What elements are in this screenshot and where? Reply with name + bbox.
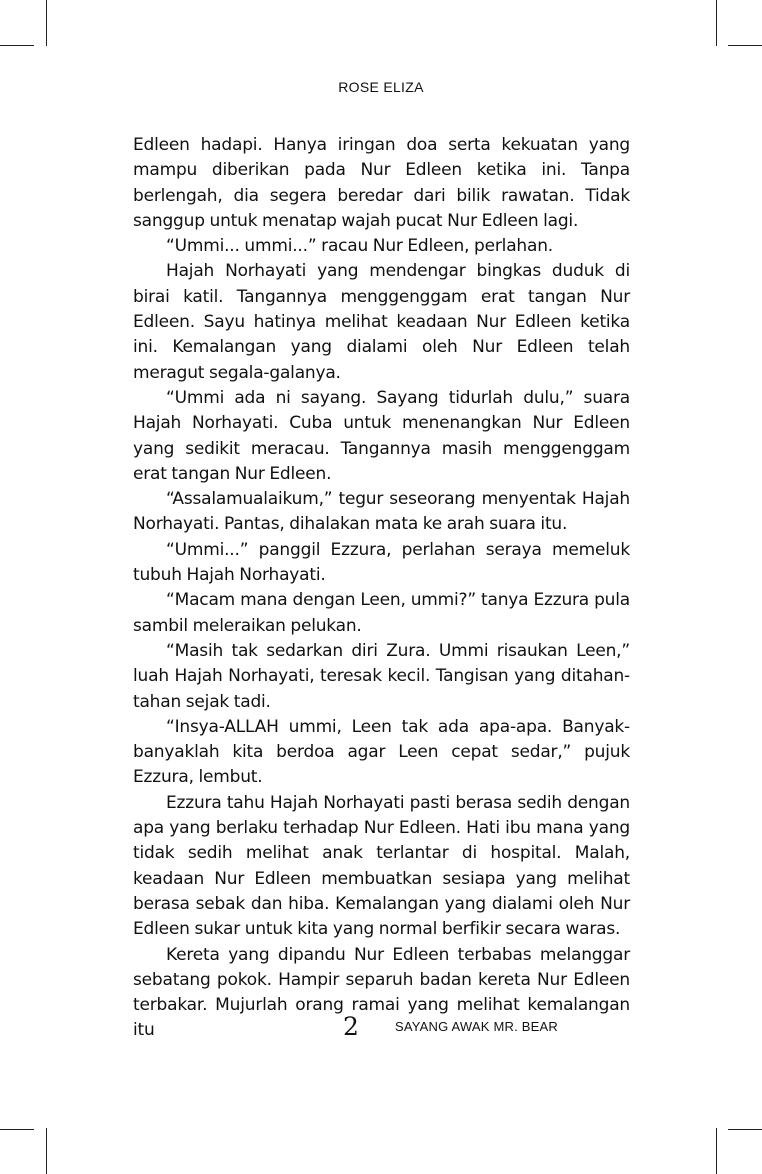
crop-mark-bottom-left-horizontal bbox=[0, 1129, 34, 1130]
paragraph: “Ummi...” panggil Ezzura, perlahan seraya memeluk tubuh Hajah Norhayati. bbox=[133, 539, 630, 586]
crop-mark-top-left-vertical bbox=[46, 0, 47, 46]
crop-mark-top-left-horizontal bbox=[0, 45, 34, 46]
crop-mark-bottom-right-horizontal bbox=[728, 1129, 762, 1130]
page-number: 2 bbox=[343, 1012, 359, 1041]
paragraph: “Masih tak sedarkan diri Zura. Ummi risaukan Leen,” luah Hajah Norhayati, teresak kecil. Tangisan yang ditahan-tahan sejak tadi. bbox=[133, 640, 630, 712]
paragraph: “Macam mana dengan Leen, ummi?” tanya Ezzura pula sambil meleraikan pelukan. bbox=[133, 590, 630, 636]
crop-mark-bottom-right-vertical bbox=[716, 1128, 717, 1174]
paragraph: Edleen hadapi. Hanya iringan doa serta kekuatan yang mampu diberikan pada Nur Edleen ketika ini. Tanpa berlengah, dia segera beredar dari bilik rawatan. Tidak sanggup untuk menatap wajah pucat Nur Edleen lagi. bbox=[133, 135, 630, 231]
paragraph: “Assalamualaikum,” tegur seseorang menyentak Hajah Norhayati. Pantas, dihalakan mata ke arah suara itu. bbox=[133, 489, 630, 535]
paragraph: Kereta yang dipandu Nur Edleen terbabas melanggar sebatang pokok. Hampir separuh badan kereta Nur Edleen terbakar. Mujurlah orang ramai yang melihat kemalangan itu bbox=[133, 944, 630, 1041]
paragraph: Ezzura tahu Hajah Norhayati pasti berasa sedih dengan apa yang berlaku terhadap Nur Edleen. Hati ibu mana yang tidak sedih melihat anak terlantar di hospital. Malah, keadaan Nur Edleen membuatkan sesiapa yang melihat berasa sebak dan hiba. Kemalangan yang dialami oleh Nur Edleen sukar untuk kita yang normal berfikir secara waras. bbox=[133, 792, 630, 940]
running-header: ROSE ELIZA bbox=[338, 79, 424, 95]
footer-book-title: SAYANG AWAK MR. BEAR bbox=[395, 1019, 558, 1034]
crop-mark-bottom-left-vertical bbox=[46, 1128, 47, 1174]
paragraph: “Ummi ada ni sayang. Sayang tidurlah dulu,” suara Hajah Norhayati. Cuba untuk menenangkan Nur Edleen yang sedikit meracau. Tangannya masih menggenggam erat tangan Nur Edleen. bbox=[133, 387, 630, 484]
crop-mark-top-right-vertical bbox=[716, 0, 717, 46]
paragraph: Hajah Norhayati yang mendengar bingkas duduk di birai katil. Tangannya menggenggam erat tangan Nur Edleen. Sayu hatinya melihat keadaan Nur Edleen ketika ini. Kemalangan yang dialami oleh Nur Edleen telah meragut segala-galanya. bbox=[133, 261, 630, 383]
paragraph: “Insya-ALLAH ummi, Leen tak ada apa-apa. Banyak-banyaklah kita berdoa agar Leen cepat sedar,” pujuk Ezzura, lembut. bbox=[133, 716, 630, 788]
page-body bbox=[133, 133, 630, 1044]
paragraph: “Ummi... ummi...” racau Nur Edleen, perlahan. bbox=[166, 236, 553, 257]
crop-mark-top-right-horizontal bbox=[728, 45, 762, 46]
